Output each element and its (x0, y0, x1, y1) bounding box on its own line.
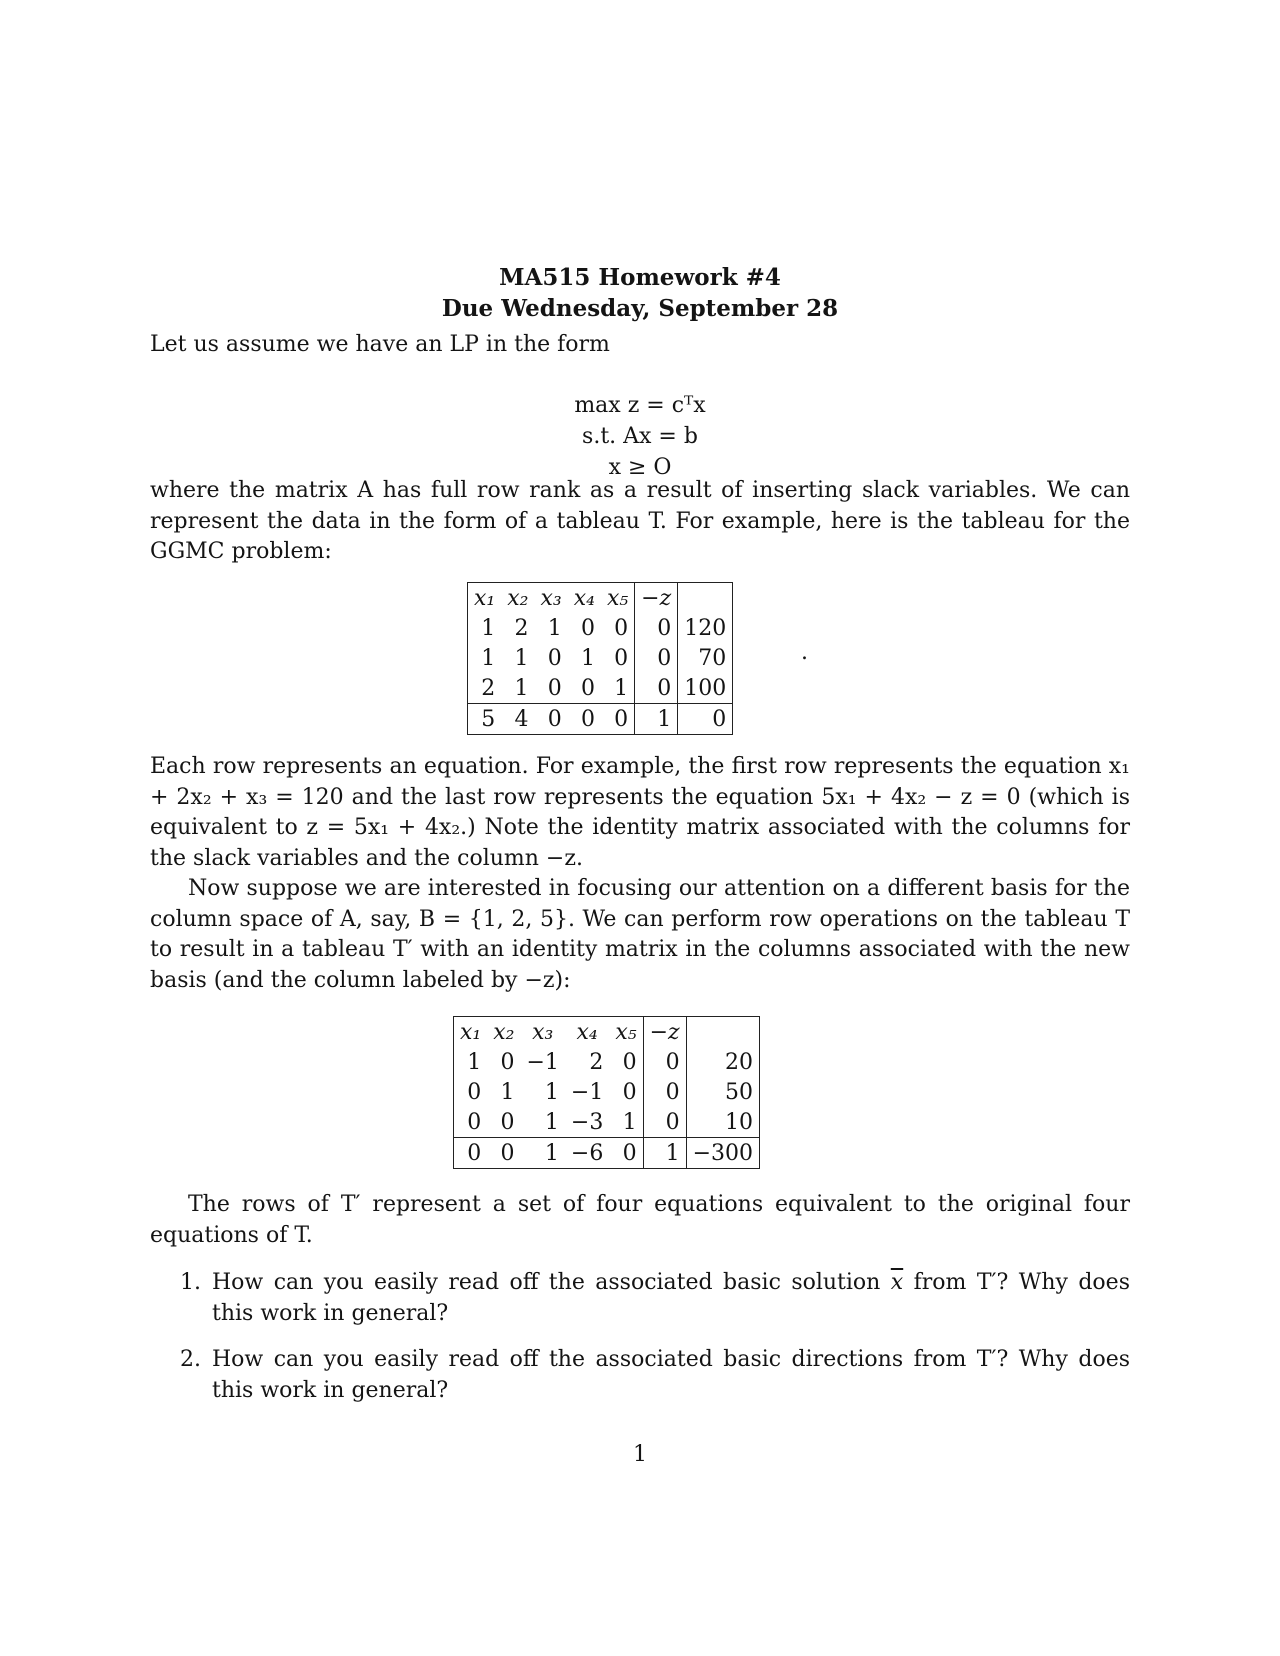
tableau-cell: 4 (501, 704, 534, 735)
tableau-header-cell: −z (635, 583, 678, 614)
tableau-cell: 1 (609, 1107, 643, 1138)
tableau-header-cell: −z (643, 1017, 686, 1048)
tableau-row (468, 613, 733, 643)
tableau-header-cell: x₄ (576, 1019, 598, 1045)
tableau-cell: 0 (609, 1138, 643, 1169)
tableau-header-cell: x₃ (532, 1019, 554, 1045)
tableau-t-prime (453, 1016, 760, 1169)
tableau-cell: 0 (643, 1107, 686, 1138)
lp-constraint: s.t. Ax = b (582, 424, 698, 449)
tableau-cell: −3 (570, 1109, 604, 1135)
due-date: Due Wednesday, September 28 (441, 295, 839, 322)
paragraph-row-equations: Each row represents an equation. For example, the first row represents the equation x₁ + 2x₂ + x₃ = 120 and the last row represents the equation 5x₁ + 4x₂ − z = 0 (which is equivalent to z = 5x₁ + 4x₂.) Note the identity matrix associated with the columns for the slack variables and the column −z. (150, 754, 1130, 871)
tableau-cell: 0 (635, 673, 678, 704)
tableau-cell: 1 (467, 1049, 482, 1075)
tableau-cell: 0 (635, 643, 678, 673)
tableau-cell: 1 (635, 704, 678, 735)
tableau-row (468, 673, 733, 704)
homework-title: MA515 Homework #4 (499, 264, 781, 291)
tableau-cell: 1 (544, 1109, 559, 1135)
tableau-cell: 0 (487, 1138, 520, 1169)
question-text: How can you easily read off the associated basic directions from T′? Why does this work in general? (212, 1347, 1130, 1403)
tableau-cell: 1 (544, 1079, 559, 1105)
tableau-cell: 2 (481, 675, 496, 701)
tableau-cell: 0 (643, 1077, 686, 1107)
tableau-cell: −1 (526, 1049, 559, 1075)
tableau-cell: 1 (520, 1138, 564, 1169)
tableau-cell: 2 (514, 615, 529, 641)
tableau-cell: 0 (609, 1047, 643, 1077)
tableau-header-cell: x₃ (540, 585, 562, 611)
tableau-cell: 0 (643, 1047, 686, 1077)
tableau-header-row (468, 583, 733, 614)
tableau-cell: 0 (601, 643, 635, 673)
tableau-cell: 0 (580, 615, 595, 641)
tableau-cell: 1 (580, 645, 595, 671)
tableau-cell: 0 (609, 1077, 643, 1107)
lp-nonnegativity: x ≥ O (608, 455, 672, 480)
tableau-cell: 0 (601, 704, 635, 735)
tableau-row (454, 1107, 760, 1138)
tableau-row (454, 1077, 760, 1107)
tableau-header-cell: x₁ (474, 585, 496, 611)
tableau-cell: 1 (514, 645, 529, 671)
question-list (180, 1268, 1130, 1422)
tableau-cell: 0 (568, 704, 601, 735)
tableau-header-cell (686, 1017, 759, 1048)
tableau-row (454, 1047, 760, 1077)
tableau-cell: 0 (547, 675, 562, 701)
tableau-cell: 70 (698, 645, 727, 671)
x-bar-symbol: $\overline{x}$ (890, 1270, 904, 1295)
tableau-cell: 1 (643, 1138, 686, 1169)
question-number: 1. (180, 1270, 201, 1295)
tableau-cell: 0 (467, 1109, 482, 1135)
tableau-cell: 1 (481, 615, 496, 641)
question-text-part-a: How can you easily read off the associated basic solution (212, 1270, 891, 1295)
tableau-header-cell (678, 583, 733, 614)
tableau-header-cell: x₄ (573, 585, 595, 611)
tableau-cell: 0 (454, 1138, 488, 1169)
tableau-header-cell: x₅ (609, 1017, 643, 1048)
tableau-cell: 0 (635, 613, 678, 643)
paragraph-equivalence: The rows of T′ represent a set of four equations equivalent to the original four equations of T. (150, 1192, 1130, 1248)
tableau-cell: 50 (725, 1079, 754, 1105)
tableau-header-cell: x₁ (460, 1019, 482, 1045)
lp-objective: max z = cᵀx (574, 393, 706, 418)
tableau-cell: 0 (678, 704, 733, 735)
tableau-header-cell: x₂ (507, 585, 529, 611)
question-2 (180, 1345, 1130, 1406)
lp-formulation (0, 390, 1280, 483)
tableau-cell: 1 (547, 615, 562, 641)
tableau-cell: 5 (468, 704, 502, 735)
tableau-cell: −300 (686, 1138, 759, 1169)
tableau-row (468, 704, 733, 735)
tableau-cell: 2 (589, 1049, 604, 1075)
tableau-cell: 10 (725, 1109, 754, 1135)
tableau-cell: 100 (684, 675, 727, 701)
tableau-cell: 1 (500, 1079, 515, 1105)
tableau-cell: 0 (500, 1109, 515, 1135)
paragraph-tableau-intro: where the matrix A has full row rank as a result of inserting slack variables. We can represent the data in the form of a tableau T. For example, here is the tableau for the GGMC problem: (150, 478, 1130, 564)
tableau-row (454, 1138, 760, 1169)
tableau-cell: 0 (500, 1049, 515, 1075)
paragraph-new-basis: Now suppose we are interested in focusing our attention on a different basis for the column space of A, say, B = {1, 2, 5}. We can perform row operations on the tableau T to result in a tableau T′ with an identity matrix in the columns associated with the new basis (and the column labeled by −z): (150, 876, 1130, 993)
tableau-cell: 1 (514, 675, 529, 701)
tableau-cell: 120 (684, 615, 727, 641)
tableau-header-cell: x₅ (601, 583, 635, 614)
tableau-row (468, 643, 733, 673)
tableau-cell: 0 (547, 645, 562, 671)
tableau-cell: −6 (565, 1138, 609, 1169)
tableau-cell: 20 (725, 1049, 754, 1075)
tableau-header-cell: x₂ (493, 1019, 515, 1045)
question-text-part-b: from T′? Why does this work in general? (212, 1270, 1130, 1326)
tableau-cell: 0 (601, 613, 635, 643)
tableau-cell: 1 (481, 645, 496, 671)
document-title (0, 262, 1280, 324)
tableau-cell: 0 (534, 704, 567, 735)
tableau-cell: 0 (580, 675, 595, 701)
intro-paragraph: Let us assume we have an LP in the form (150, 332, 610, 357)
tableau-cell: 0 (467, 1079, 482, 1105)
page-number: 1 (633, 1442, 647, 1467)
tableau-header-row (454, 1017, 760, 1048)
tableau-t (467, 582, 733, 735)
tableau-cell: 1 (601, 673, 635, 704)
question-number: 2. (180, 1347, 201, 1372)
tableau-period: . (801, 640, 808, 665)
tableau-cell: −1 (570, 1079, 604, 1105)
question-1 (180, 1268, 1130, 1329)
